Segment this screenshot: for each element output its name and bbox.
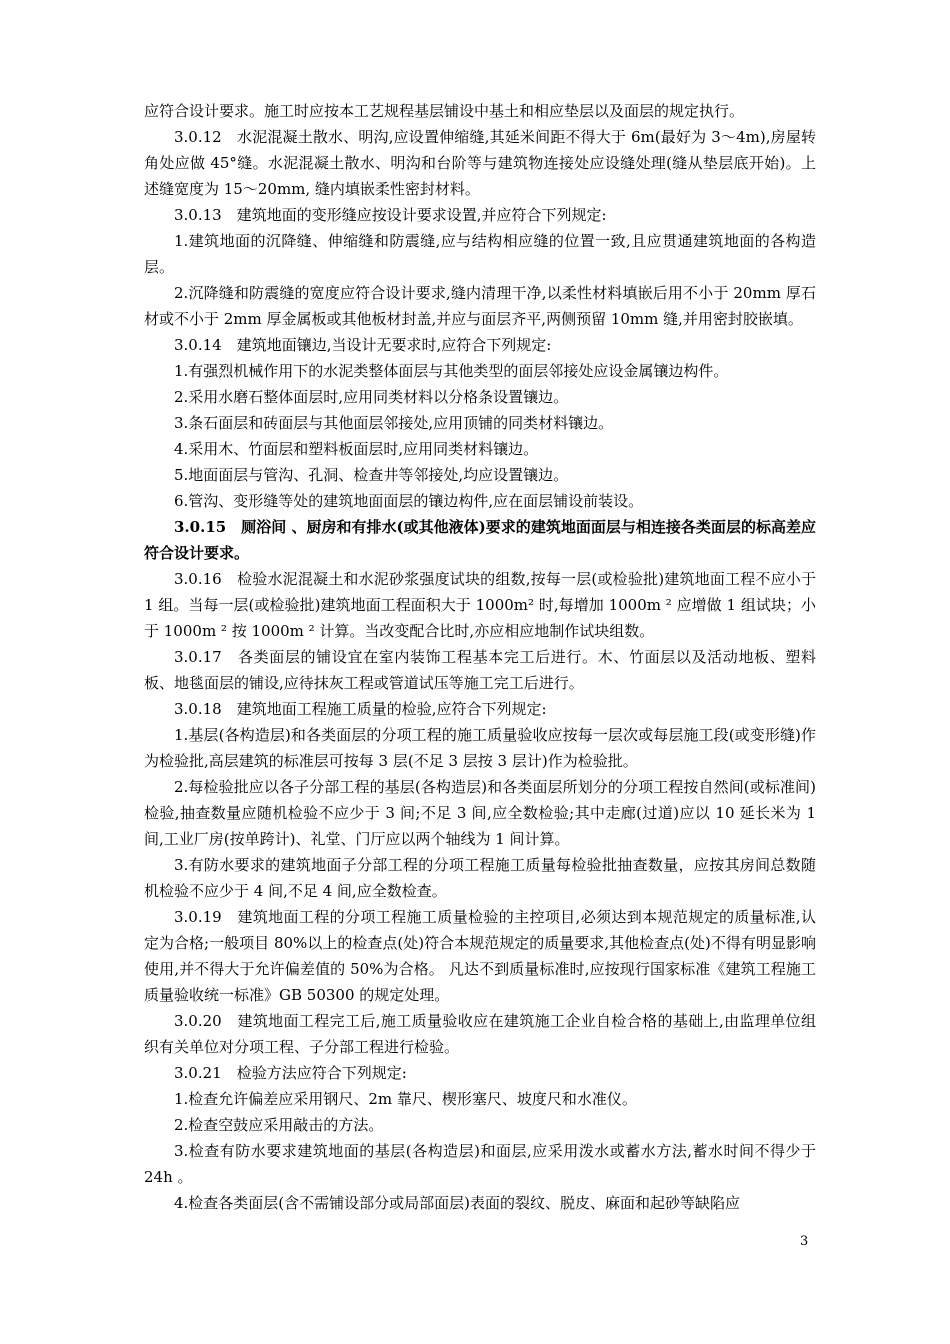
paragraph: 1.建筑地面的沉降缝、伸缩缝和防震缝,应与结构相应缝的位置一致,且应贯通建筑地面的各构造层。	[144, 232, 816, 276]
paragraph: 3.0.17 各类面层的铺设宜在室内装饰工程基本完工后进行。木、竹面层以及活动地板、塑料板、地毯面层的铺设,应待抹灰工程或管道试压等施工完工后进行。	[144, 648, 816, 692]
paragraph: 2.检查空鼓应采用敲击的方法。	[174, 1116, 384, 1134]
paragraph: 3.条石面层和砖面层与其他面层邻接处,应用顶铺的同类材料镶边。	[174, 414, 614, 432]
paragraph: 3.0.18 建筑地面工程施工质量的检验,应符合下列规定:	[174, 700, 547, 718]
paragraph: 3.0.12 水泥混凝土散水、明沟,应设置伸缩缝,其延米间距不得大于 6m(最好为 3～4m),房屋转角处应做 45°缝。水泥混凝土散水、明沟和台阶等与建筑物连接处应设缝处理(缝从垫层底开始)。上述缝宽度为 15～20mm, 缝内填嵌柔性密封材料。	[144, 128, 816, 198]
paragraph: 1.有强烈机械作用下的水泥类整体面层与其他类型的面层邻接处应设金属镶边构件。	[174, 362, 729, 380]
paragraph: 3.0.19 建筑地面工程的分项工程施工质量检验的主控项目,必须达到本规范规定的质量标准,认定为合格;一般项目 80%以上的检查点(处)符合本规范规定的质量要求,其他检查点(处)不得有明显影响使用,并不得大于允许偏差值的 50%为合格。 凡达不到质量标准时,应按现行国家标准《建筑工程施工质量验收统一标准》GB 50300 的规定处理。	[144, 908, 816, 1004]
paragraph: 4.检查各类面层(含不需铺设部分或局部面层)表面的裂纹、脱皮、麻面和起砂等缺陷应	[174, 1194, 741, 1212]
paragraph: 应符合设计要求。施工时应按本工艺规程基层铺设中基土和相应垫层以及面层的规定执行。	[144, 102, 745, 120]
paragraph: 6.管沟、变形缝等处的建筑地面面层的镶边构件,应在面层铺设前装设。	[174, 492, 644, 510]
paragraph: 3.0.21 检验方法应符合下列规定:	[174, 1064, 407, 1082]
paragraph: 3.有防水要求的建筑地面子分部工程的分项工程施工质量每检验批抽查数量，应按其房间总数随机检验不应少于 4 间,不足 4 间,应全数检查。	[144, 856, 816, 900]
paragraph: 1.基层(各构造层)和各类面层的分项工程的施工质量验收应按每一层次或每层施工段(或变形缝)作为检验批,高层建筑的标准层可按每 3 层(不足 3 层按 3 层计)作为检验批。	[144, 726, 816, 770]
paragraph: 1.检查允许偏差应采用钢尺、2m 靠尺、楔形塞尺、坡度尺和水准仪。	[174, 1090, 637, 1108]
paragraph: 3.0.16 检验水泥混凝土和水泥砂浆强度试块的组数,按每一层(或检验批)建筑地面工程不应小于 1 组。当每一层(或检验批)建筑地面工程面积大于 1000m² 时,每增加 1000m ² 应增做 1 组试块；小于 1000m ² 按 1000m ² 计算。当改变配合比时,亦应相应地制作试块组数。	[144, 570, 816, 640]
paragraph: 5.地面面层与管沟、孔洞、检查井等邻接处,均应设置镶边。	[174, 466, 569, 484]
paragraph: 2.每检验批应以各子分部工程的基层(各构造层)和各类面层所划分的分项工程按自然间(或标准间)检验,抽查数量应随机检验不应少于 3 间;不足 3 间,应全数检验;其中走廊(过道)应以 10 延长米为 1 间,工业厂房(按单跨计)、礼堂、门厅应以两个轴线为 1 间计算。	[144, 778, 816, 848]
document-body	[144, 98, 816, 1216]
paragraph: 2.沉降缝和防震缝的宽度应符合设计要求,缝内清理干净,以柔性材料填嵌后用不小于 20mm 厚石材或不小于 2mm 厚金属板或其他板材封盖,并应与面层齐平,两侧预留 10mm 缝,并用密封胶嵌填。	[144, 284, 816, 328]
paragraph: 3.0.20 建筑地面工程完工后,施工质量验收应在建筑施工企业自检合格的基础上,由监理单位组织有关单位对分项工程、子分部工程进行检验。	[144, 1012, 816, 1056]
paragraph: 4.采用木、竹面层和塑料板面层时,应用同类材料镶边。	[174, 440, 539, 458]
page-number: 3	[800, 1234, 809, 1249]
paragraph: 3.检查有防水要求建筑地面的基层(各构造层)和面层,应采用泼水或蓄水方法,蓄水时间不得少于 24h 。	[144, 1142, 816, 1186]
paragraph: 3.0.13 建筑地面的变形缝应按设计要求设置,并应符合下列规定:	[174, 206, 607, 224]
paragraph: 3.0.14 建筑地面镶边,当设计无要求时,应符合下列规定:	[174, 336, 552, 354]
paragraph: 2.采用水磨石整体面层时,应用同类材料以分格条设置镶边。	[174, 388, 569, 406]
paragraph: 3.0.15 厕浴间 、厨房和有排水(或其他液体)要求的建筑地面面层与相连接各类面层的标高差应符合设计要求。	[144, 518, 816, 562]
